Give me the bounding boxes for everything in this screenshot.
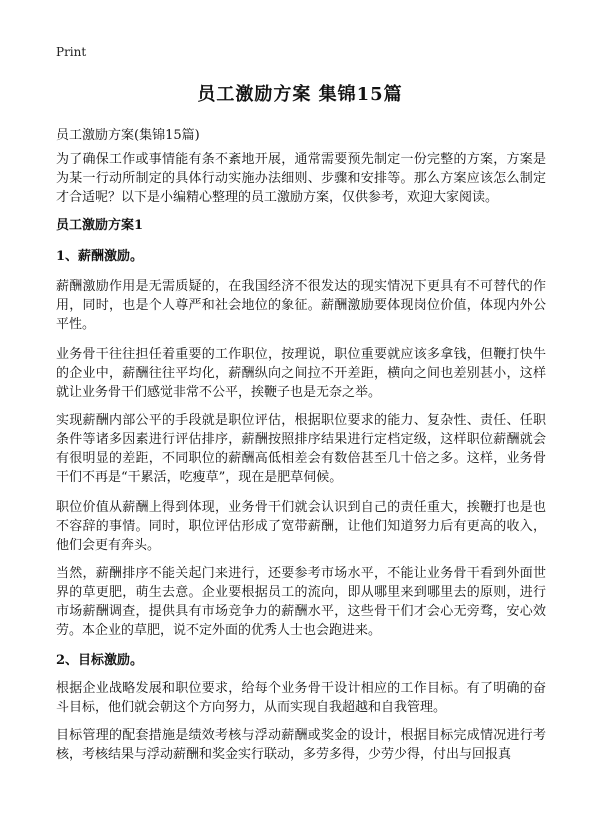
section-title: 员工激励方案1 xyxy=(56,218,144,233)
print-link[interactable]: Print xyxy=(56,45,87,59)
document-title: 员工激励方案 集锦15篇 xyxy=(197,84,403,105)
paragraph-4: 职位价值从薪酬上得到体现，业务骨干们就会认识到自己的责任重大，挨鞭打也是也不容辞的事情。同时，职位评估形成了宽带薪酬，让他们知道努力后有更高的收入，他们会更有奔头。 xyxy=(56,500,546,553)
paragraph-2: 业务骨干往往担任着重要的工作职位，按理说，职位重要就应该多拿钱，但鞭打快牛的企业中，薪酬往往平均化，薪酬纵向之间拉不开差距，横向之间也差别甚小，这样就让业务骨干们感觉非常不公平，挨鞭子也是无奈之举。 xyxy=(56,347,546,400)
paragraph-1: 薪酬激励作用是无需质疑的，在我国经济不很发达的现实情况下更具有不可替代的作用，同时，也是个人尊严和社会地位的象征。薪酬激励要体现岗位价值，体现内外公平性。 xyxy=(56,279,546,332)
heading-salary-incentive: 1、薪酬激励。 xyxy=(56,249,144,264)
paragraph-6: 根据企业战略发展和职位要求，给每个业务骨干设计相应的工作目标。有了明确的奋斗目标，他们就会朝这个方向努力，从而实现自我超越和自我管理。 xyxy=(56,681,546,715)
intro-paragraph: 为了确保工作或事情能有条不紊地开展，通常需要预先制定一份完整的方案，方案是为某一行动所制定的具体行动实施办法细则、步骤和安排等。那么方案应该怎么制定才合适呢？以下是小编精心整理的员工激励方案，仅供参考，欢迎大家阅读。 xyxy=(56,152,546,205)
paragraph-7: 目标管理的配套措施是绩效考核与浮动薪酬或奖金的设计，根据目标完成情况进行考核，考核结果与浮动薪酬和奖金实行联动，多劳多得，少劳少得，付出与回报真 xyxy=(56,728,546,762)
document-subtitle: 员工激励方案(集锦15篇) xyxy=(56,128,200,143)
paragraph-5: 当然，薪酬排序不能关起门来进行，还要参考市场水平，不能让业务骨干看到外面世界的草更肥，萌生去意。企业要根据员工的流向，即从哪里来到哪里去的原则，进行市场薪酬调查，提供具有市场竞争力的薪酬水平，这些骨干们才会心无旁骛，安心效劳。本企业的草肥，说不定外面的优秀人士也会跑进来。 xyxy=(56,566,546,638)
paragraph-3: 实现薪酬内部公平的手段就是职位评估，根据职位要求的能力、复杂性、责任、任职条件等诸多因素进行评估排序，薪酬按照排序结果进行定档定级，这样职位薪酬就会有很明显的差距，不同职位的薪酬高低相差会有数倍甚至几十倍之多。这样，业务骨干们不再是“干累活，吃瘦草”，现在是肥草伺候。 xyxy=(56,413,546,485)
heading-target-incentive: 2、目标激励。 xyxy=(56,653,144,668)
